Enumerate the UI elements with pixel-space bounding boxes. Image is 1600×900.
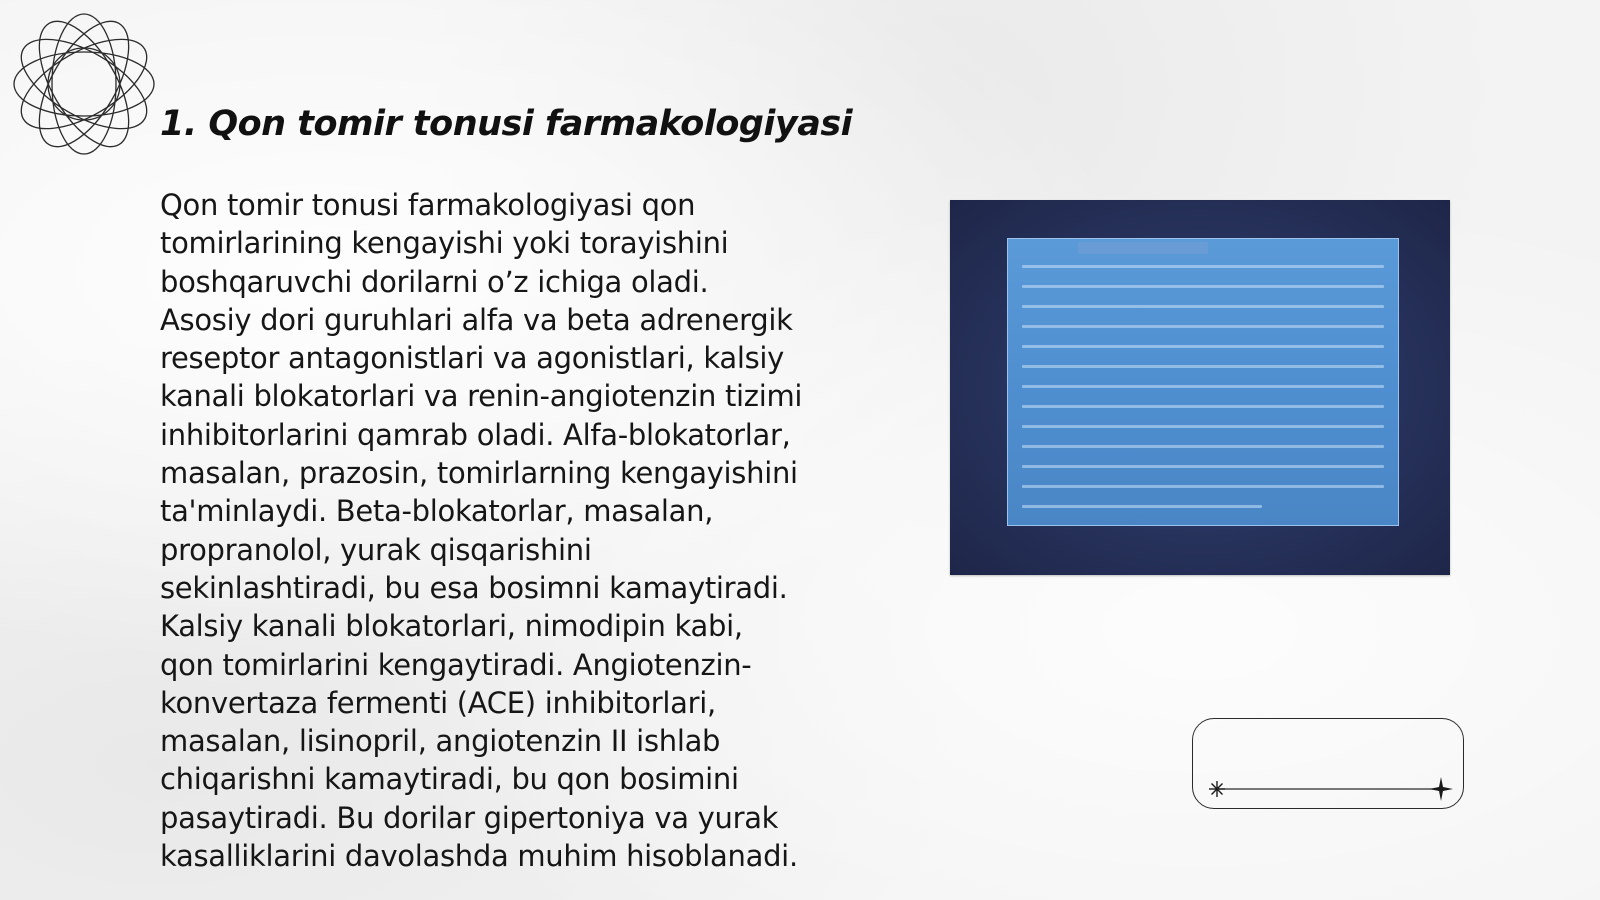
body-line: kasalliklarini davolashda muhim hisoblanadi.: [160, 839, 798, 874]
blurred-text-line: [1022, 305, 1384, 308]
slider-line-graphic: [1193, 719, 1465, 810]
blurred-text-line: [1022, 385, 1384, 388]
body-line: boshqaruvchi dorilarni o’z ichiga oladi.: [160, 264, 709, 299]
decorative-pill-frame: [1192, 718, 1464, 809]
projected-slide-photo: [950, 200, 1450, 575]
body-line: masalan, lisinopril, angiotenzin II ishlab: [160, 724, 721, 759]
body-line: chiqarishni kamaytiradi, bu qon bosimini: [160, 762, 739, 797]
blurred-text-line: [1022, 485, 1384, 488]
body-line: Kalsiy kanali blokatorlari, nimodipin kabi,: [160, 609, 743, 644]
body-line: pasaytiradi. Bu dorilar gipertoniya va yurak: [160, 800, 779, 835]
rosette-ornament-icon: [10, 10, 158, 158]
blurred-text-line: [1022, 465, 1384, 468]
body-line: masalan, prazosin, tomirlarning kengayishini: [160, 456, 798, 491]
blurred-text-line: [1022, 365, 1384, 368]
slide-title: 1. Qon tomir tonusi farmakologiyasi: [160, 104, 853, 144]
blurred-text-line: [1022, 345, 1384, 348]
blurred-text-line: [1022, 265, 1384, 268]
body-line: tomirlarining kengayishi yoki torayishini: [160, 226, 729, 261]
photo-screen: [1007, 238, 1399, 526]
body-line: konvertaza fermenti (ACE) inhibitorlari,: [160, 685, 716, 720]
body-line: Qon tomir tonusi farmakologiyasi qon: [160, 188, 696, 222]
slide-body-text: [160, 186, 850, 875]
blurred-text-line: [1022, 325, 1384, 328]
body-line: ta'minlaydi. Beta-blokatorlar, masalan,: [160, 494, 714, 529]
four-point-star-icon: [1429, 777, 1453, 801]
body-line: qon tomirlarini kengaytiradi. Angiotenzin-: [160, 647, 752, 682]
blurred-text-line: [1022, 445, 1384, 448]
body-line: reseptor antagonistlari va agonistlari, kalsiy: [160, 341, 785, 376]
blurred-text-line: [1022, 425, 1384, 428]
blurred-heading: [1078, 242, 1208, 254]
body-line: sekinlashtiradi, bu esa bosimni kamaytiradi.: [160, 570, 788, 605]
body-line: Asosiy dori guruhlari alfa va beta adrenergik: [160, 302, 793, 337]
blurred-text-line: [1022, 285, 1384, 288]
blurred-text-line: [1022, 405, 1384, 408]
body-line: inhibitorlarini qamrab oladi. Alfa-blokatorlar,: [160, 417, 791, 452]
blurred-text-line: [1022, 505, 1262, 508]
body-line: kanali blokatorlari va renin-angiotenzin tizimi: [160, 379, 803, 414]
sparkle-icon: [1209, 781, 1225, 797]
body-line: propranolol, yurak qisqarishini: [160, 532, 592, 567]
